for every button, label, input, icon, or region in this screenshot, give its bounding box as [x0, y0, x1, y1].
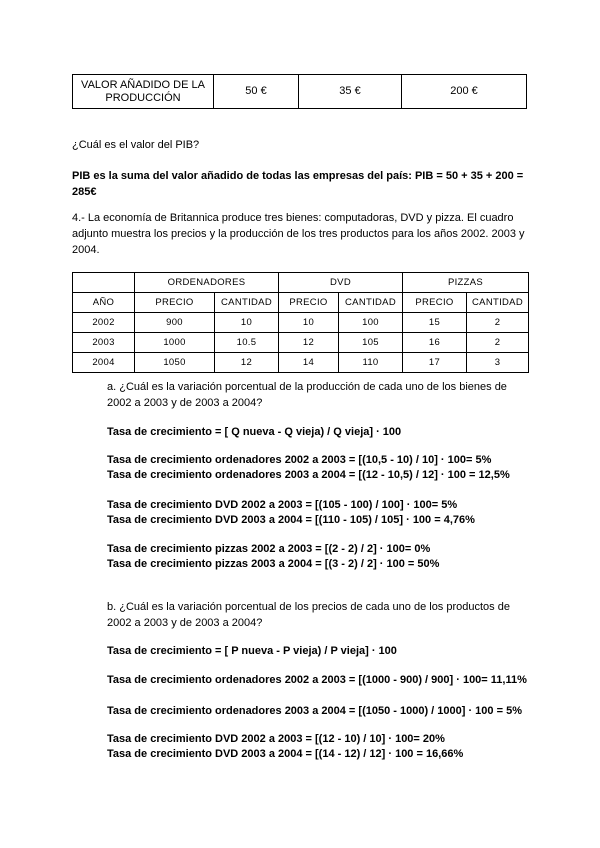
table-header-row [73, 273, 529, 293]
table-cell: 900 [135, 313, 215, 333]
part-b-question: b. ¿Cuál es la variación porcentual de los precios de cada uno de los productos de 2002 a 2003 y de 2003 a 2004? [107, 601, 510, 629]
part-b-ordenadores-2: Tasa de crecimiento ordenadores 2003 a 2004 = [(1050 - 1000) / 1000] · 100 = 5% [107, 705, 522, 717]
column-header: CANTIDAD [339, 293, 403, 313]
table-row [73, 333, 529, 353]
part-a-formula: Tasa de crecimiento = [ Q nueva - Q vieja) / Q vieja] · 100 [107, 426, 402, 438]
part-a-question: a. ¿Cuál es la variación porcentual de la producción de cada uno de los bienes de 2002 a 2003 y de 2003 a 2004? [107, 381, 507, 409]
table-cell: 10 [215, 313, 279, 333]
part-a-ordenadores-1: Tasa de crecimiento ordenadores 2002 a 2003 = [(10,5 - 10) / 10] · 100= 5% [107, 454, 492, 466]
column-header: PRECIO [279, 293, 339, 313]
table-row [73, 75, 527, 109]
part-a-dvd-1: Tasa de crecimiento DVD 2002 a 2003 = [(105 - 100) / 100] · 100= 5% [107, 499, 458, 511]
table-cell: 12 [215, 353, 279, 373]
table-cell: 100 [339, 313, 403, 333]
table-subheader-row [73, 293, 529, 313]
table-cell: 12 [279, 333, 339, 353]
table-cell: 16 [403, 333, 467, 353]
part-b-dvd-1: Tasa de crecimiento DVD 2002 a 2003 = [(12 - 10) / 10] · 100= 20% [107, 733, 445, 745]
table-cell: 2004 [73, 353, 135, 373]
table-cell: 2 [467, 313, 529, 333]
table-cell: 2003 [73, 333, 135, 353]
table-cell: 10 [279, 313, 339, 333]
value-cell: 35 € [299, 75, 402, 109]
answer-pib: PIB es la suma del valor añadido de todas las empresas del país: PIB = 50 + 35 + 200 = 285€ [72, 170, 524, 198]
table-cell: 2 [467, 333, 529, 353]
group-header: PIZZAS [403, 273, 529, 293]
data-table [72, 272, 529, 373]
part-b-ordenadores-1: Tasa de crecimiento ordenadores 2002 a 2003 = [(1000 - 900) / 900] · 100= 11,11% [107, 674, 527, 686]
column-header: CANTIDAD [215, 293, 279, 313]
problem-4-text: 4.- La economía de Britannica produce tres bienes: computadoras, DVD y pizza. El cuadro adjunto muestra los precios y la producción de los tres productos para los años 2002. 2003 y 2004. [72, 212, 525, 256]
table-cell: 1000 [135, 333, 215, 353]
part-b-formula: Tasa de crecimiento = [ P nueva - P vieja) / P vieja] · 100 [107, 645, 397, 657]
part-a-pizzas-2: Tasa de crecimiento pizzas 2003 a 2004 = [(3 - 2) / 2] · 100 = 50% [107, 558, 440, 570]
part-a-dvd-2: Tasa de crecimiento DVD 2003 a 2004 = [(110 - 105) / 105] · 100 = 4,76% [107, 514, 475, 526]
table-cell: 3 [467, 353, 529, 373]
table-cell: 110 [339, 353, 403, 373]
group-header: ORDENADORES [135, 273, 279, 293]
part-a-ordenadores-2: Tasa de crecimiento ordenadores 2003 a 2004 = [(12 - 10,5) / 12] · 100 = 12,5% [107, 469, 510, 481]
table-cell: 10.5 [215, 333, 279, 353]
group-header: DVD [279, 273, 403, 293]
part-b-dvd-2: Tasa de crecimiento DVD 2003 a 2004 = [(14 - 12) / 12] · 100 = 16,66% [107, 748, 464, 760]
value-added-label: VALOR AÑADIDO DE LA PRODUCCIÓN [73, 75, 214, 109]
year-header: AÑO [73, 293, 135, 313]
table-cell: 17 [403, 353, 467, 373]
table-cell: 105 [339, 333, 403, 353]
table-cell: 2002 [73, 313, 135, 333]
table-cell: 15 [403, 313, 467, 333]
column-header: PRECIO [135, 293, 215, 313]
table-row [73, 353, 529, 373]
table-row [73, 313, 529, 333]
question-pib: ¿Cuál es el valor del PIB? [72, 139, 200, 151]
value-cell: 50 € [214, 75, 299, 109]
table-cell: 14 [279, 353, 339, 373]
column-header: CANTIDAD [467, 293, 529, 313]
part-a-pizzas-1: Tasa de crecimiento pizzas 2002 a 2003 = [(2 - 2) / 2] · 100= 0% [107, 543, 431, 555]
table-cell: 1050 [135, 353, 215, 373]
value-cell: 200 € [402, 75, 527, 109]
value-added-table [72, 74, 527, 109]
column-header: PRECIO [403, 293, 467, 313]
empty-header-cell [73, 273, 135, 293]
